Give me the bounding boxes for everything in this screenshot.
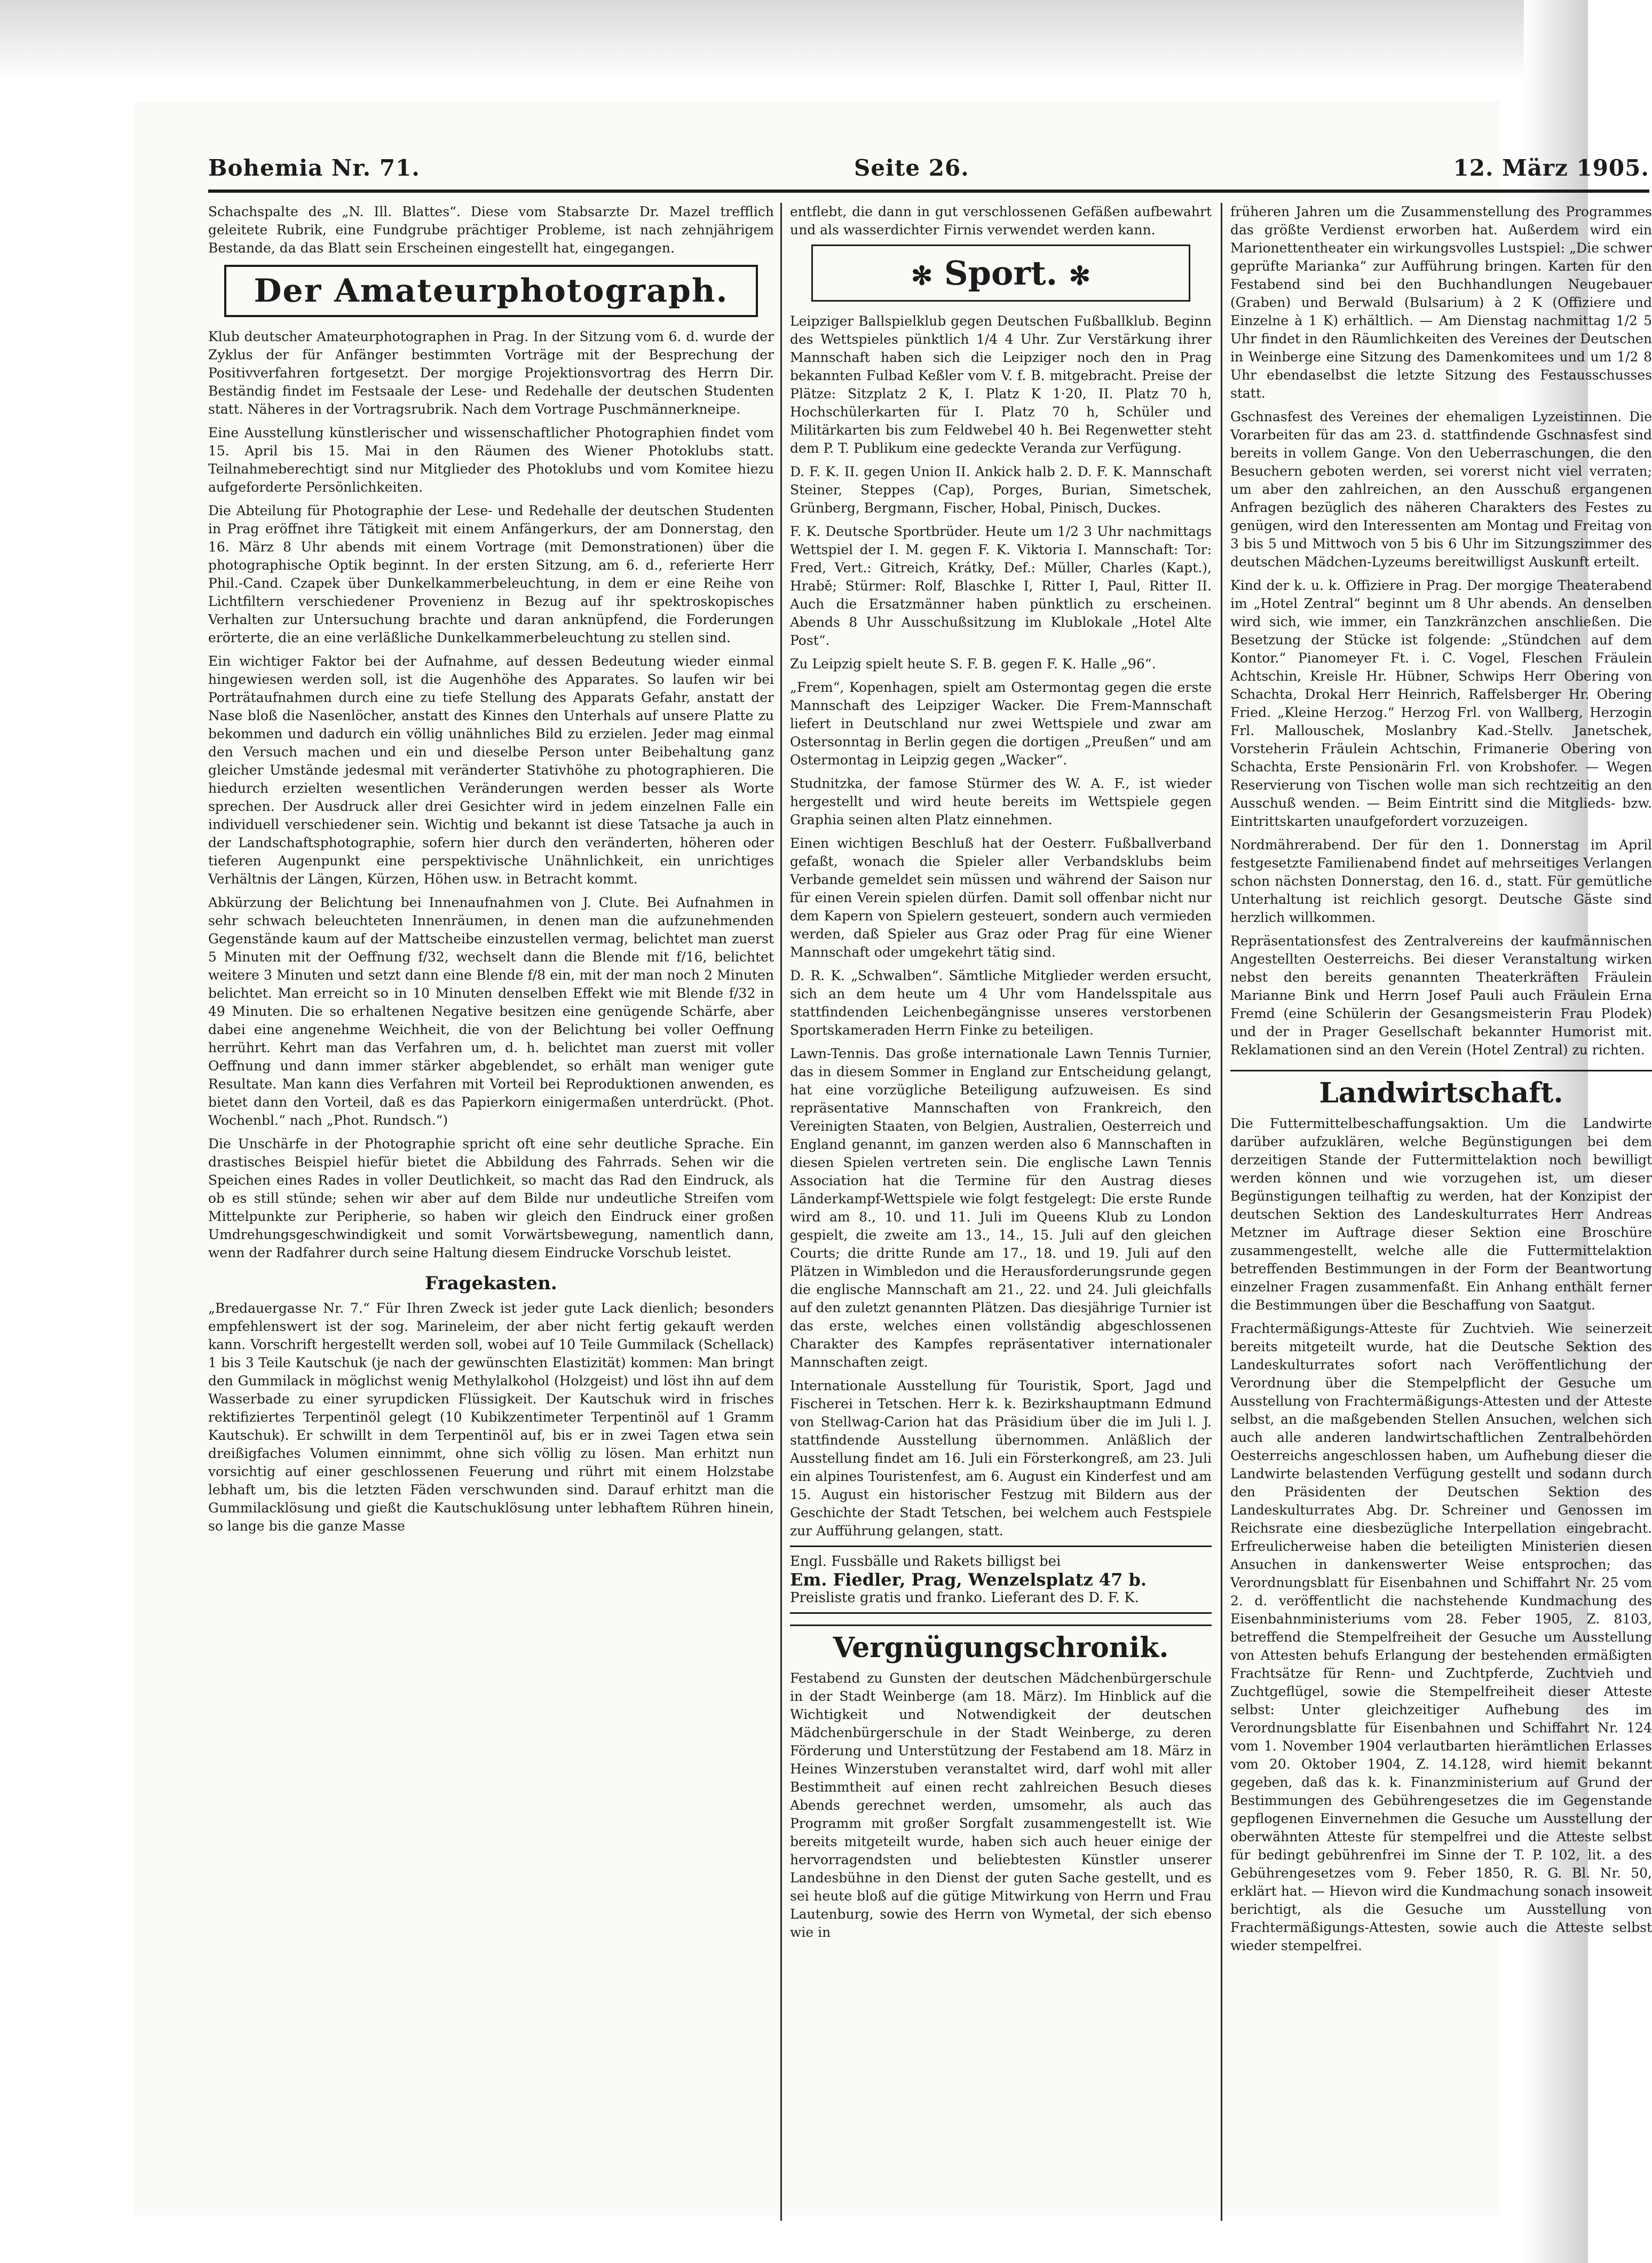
article-paragraph: Nordmährerabend. Der für den 1. Donnerstag im April festgesetzte Familienabend findet auf mehrseitiges Verlangen schon nächsten Donnerstag, den 16. d., statt. Für gemütliche Unterhaltung ist reichlich gesorgt. Deutsche Gäste sind herzlich willkommen. bbox=[1230, 837, 1652, 925]
section-heading-sport bbox=[811, 245, 1190, 302]
article-paragraph: Festabend zu Gunsten der deutschen Mädchenbürgerschule in der Stadt Weinberge (am 18. März). Im Hinblick auf die Wichtigkeit und Notwendigkeit der deutschen Mädchenbürgerschule in der Stadt Weinberge, zu deren Förderung und Unterstützung der Festabend am 18. März in Heines Winzerstuben veranstaltet wird, darf wohl mit aller Bestimmtheit auf einen recht zahlreichen Besuch dieses Abends gerechnet werden, umsomehr, als auch das Programm mit großer Sorgfalt zusammengestellt ist. Wie bereits mitgeteilt wurde, haben sich auch heuer einige der hervorragendsten und beliebtesten Künstler unserer Landesbühne in den Dienst der guten Sache gestellt, und es sei heute bloß auf die gütige Mitwirkung von Herrn und Frau Lautenburg, sowie des Herrn von Wymetal, der sich ebenso wie in bbox=[790, 1670, 1212, 1940]
article-paragraph: Ein wichtiger Faktor bei der Aufnahme, auf dessen Bedeutung wieder einmal hingewiesen werden soll, ist die Augenhöhe des Apparates. So laufen wir bei Porträtaufnahmen durch eine zu tiefe Stellung des Apparats Gefahr, anstatt der Nase bloß die Nasenlöcher, anstatt des Kinnes den Unterhals auf unsere Platte zu bekommen und dadurch ein völlig unähnliches Bild zu erzielen. Jeder mag einmal den Versuch machen und ein und dieselbe Person unter Beibehaltung ganz gleicher Umstände jedesmal mit veränderter Stativhöhe zu photographieren. Die hiedurch erzielten wesentlichen Veränderungen werden besser als Worte sprechen. Der Ausdruck aller drei Gesichter wird in jedem einzelnen Falle ein individuell verschiedener sein. Wichtig und bekannt ist diese Tatsache ja auch in der Landschaftsphotographie, sofern hier durch den veränderten, höheren oder tieferen Augenpunkt eine perspektivische Unähnlichkeit, ein unrichtiges Verhältnis der Längen, Kürzen, Höhen usw. in Betracht kommt. bbox=[208, 653, 774, 887]
asterisk-ornament-icon: ✻ bbox=[911, 261, 933, 291]
column-1 bbox=[208, 203, 774, 2232]
article-paragraph: Studnitzka, der famose Stürmer des W. A. F., ist wieder hergestellt und wird heute bereits im Wettspiele gegen Graphia seinen alten Platz einnehmen. bbox=[790, 776, 1212, 827]
article-paragraph: Internationale Ausstellung für Touristik, Sport, Jagd und Fischerei in Tetschen. Herr k. k. Bezirkshauptmann Edmund von Stellwag-Carion hat das Präsidium über die im Juli l. J. stattfindende Ausstellung übernommen. Anläßlich der Ausstellung findet am 16. Juli ein Försterkongreß, am 23. Juli ein alpines Touristenfest, am 6. August ein Kinderfest und am 15. August ein historischer Festzug mit Bildern aus der Geschichte der Stadt Tetschen, bei welchem auch Festspiele zur Aufführung gelangen, statt. bbox=[790, 1378, 1212, 1539]
article-paragraph: Die Unschärfe in der Photographie spricht oft eine sehr deutliche Sprache. Ein drastisches Beispiel hiefür bietet die Abbildung des Fahrrads. Sehen wir die Speichen eines Rades in voller Deutlichkeit, so macht das Rad den Eindruck, als ob es still stünde; sehen wir aber auf dem Bilde nur undeutliche Streifen vom Mittelpunkte zur Peripherie, so haben wir gleich den Eindruck einer großen Umdrehungsgeschwindigkeit und somit Vorwärtsbewegung, namentlich dann, wenn der Radfahrer durch seine Haltung diesem Eindrucke Vorschub leistet. bbox=[208, 1136, 774, 1260]
article-continuation: früheren Jahren um die Zusammenstellung des Programmes das größte Verdienst erworben hat. Außerdem wird ein Marionettentheater ein wirkungsvolles Lustspiel: „Die schwer geprüfte Marianka“ zur Aufführung bringen. Karten für den Festabend sind bei den Buchhandlungen Neugebauer (Graben) und Berwald (Bulsarium) à 2 K (Offiziere und Einzelne à 1 K) erhältlich. — Am Dienstag nachmittag 1/2 5 Uhr findet in den Räumlichkeiten des Vereines der Deutschen in Weinberge eine Sitzung des Damenkomitees und um 1/2 8 Uhr ebendaselbst die letzte Sitzung des Festausschusses statt. bbox=[1230, 204, 1652, 401]
chess-notice: Schachspalte des „N. Ill. Blattes“. Diese vom Stabsarzte Dr. Mazel trefflich geleitete Rubrik, eine Fundgrube prächtiger Probleme, ist nach zehnjährigem Bestande, da das Blatt sein Erscheinen eingestellt hat, eingegangen. bbox=[208, 204, 774, 256]
newspaper-page bbox=[133, 101, 1652, 2215]
column-divider bbox=[780, 203, 782, 2221]
article-paragraph: Zu Leipzig spielt heute S. F. B. gegen F. K. Halle „96“. bbox=[790, 656, 1156, 672]
ad-line-advertiser: Em. Fiedler, Prag, Wenzelsplatz 47 b. bbox=[790, 1570, 1147, 1590]
sport-heading-label: Sport. bbox=[944, 254, 1058, 293]
ad-line: Engl. Fussbälle und Rakets billigst bei bbox=[790, 1554, 1061, 1570]
article-paragraph: Eine Ausstellung künstlerischer und wissenschaftlicher Photographien findet vom 15. April bis 15. Mai in den Räumen des Wiener Photoklubs statt. Teilnahmeberechtigt sind nur Mitglieder des Photoklubs und vom Komitee hiezu aufgeforderte Persönlichkeiten. bbox=[208, 425, 774, 495]
section-heading-vergnuegungschronik: Vergnügungschronik. bbox=[790, 1625, 1212, 1664]
page-header bbox=[208, 155, 1649, 187]
section-heading-fragekasten: Fragekasten. bbox=[425, 1273, 557, 1294]
article-paragraph: D. R. K. „Schwalben“. Sämtliche Mitglieder werden ersucht, sich an dem heute um 4 Uhr vom Handelsspitale aus stattfindenden Leichenbegängnisse unseres verstorbenen Sportskameraden Herrn Finke zu beteiligen. bbox=[790, 968, 1212, 1038]
article-continuation: entflebt, die dann in gut verschlossenen Gefäßen aufbewahrt und als wasserdichter Firnis verwendet werden kann. bbox=[790, 204, 1212, 238]
article-paragraph: Einen wichtigen Beschluß hat der Oesterr. Fußballverband gefaßt, wonach die Spieler aller Verbandsklubs beim Verbande gemeldet sein müssen und während der Saison nur für einen Verein spielen dürfen. Damit soll offenbar nicht nur dem Kapern von Spielern gesteuert, sondern auch vermieden werden, daß Spieler aus Graz oder Prag für eine Wiener Mannschaft oder umgekehrt tätig sind. bbox=[790, 835, 1212, 960]
asterisk-ornament-icon: ✻ bbox=[1069, 261, 1090, 291]
article-paragraph: Die Abteilung für Photographie der Lese- und Redehalle der deutschen Studenten in Prag eröffnet ihre Tätigkeit mit einem Anfängerkurs, der am Donnerstag, den 16. März 8 Uhr abends mit einem Vortrage (mit Demonstrationen) über die photographische Optik beginnt. In der ersten Sitzung, am 6. d., referierte Herr Phil.-Cand. Czapek über Dunkelkammerbeleuchtung, in dem er eine Reihe von Lichtfiltern verschiedener Provenienz in Bezug auf ihr spektroskopisches Verhalten zur Untersuchung brachte und daran anknüpfend, die Forderungen erörterte, die an eine verläßliche Dunkelkammerbeleuchtung zu stellen sind. bbox=[208, 503, 774, 645]
article-paragraph: D. F. K. II. gegen Union II. Ankick halb 2. D. F. K. Mannschaft Steiner, Steppes (Cap), Porges, Burian, Simetschek, Grünberg, Bergmann, Fischer, Hobal, Pinisch, Duckes. bbox=[790, 464, 1212, 516]
article-paragraph: Repräsentationsfest des Zentralvereins der kaufmännischen Angestellten Oesterreichs. Bei dieser Veranstaltung wirken nebst den bereits genannten Theaterkräften Fräulein Marianne Bink und Herrn Josef Pauli auch Fräulein Erna Fremd (eine Schülerin der Gesangsmeisterin Frau Plodek) und der in Prager Gesellschaft bekannter Humorist mit. Reklamationen sind an den Verein (Hotel Zentral) zu richten. bbox=[1230, 933, 1652, 1058]
header-publication: Bohemia Nr. 71. bbox=[208, 155, 420, 181]
article-paragraph: Abkürzung der Belichtung bei Innenaufnahmen von J. Clute. Bei Aufnahmen in sehr schwach beleuchteten Innenräumen, in denen man die aufzunehmenden Gegenstände kaum auf der Mattscheibe einzustellen vermag, belichtet man zuerst 5 Minuten mit der Oeffnung f/32, wechselt dann die Blende mit f/16, belichtet weitere 3 Minuten und setzt dann eine Blende f/8 ein, mit der man noch 2 Minuten belichtet. Man erreicht so in 10 Minuten denselben Effekt wie mit Blende f/32 in 49 Minuten. Die so erhaltenen Negative besitzen eine genügende Schärfe, aber dabei eine angenehme Weichheit, die von der Belichtung bei voller Oeffnung herrührt. Kehrt man das Verfahren um, d. h. belichtet man zuerst mit voller Oeffnung und dann immer stärker abgeblendet, so erhält man weniger gute Resultate. Man kann dies Verfahren mit Vorteil bei Reproduktionen anwenden, es bietet dann den Vorteil, daß es das Papierkorn einigermaßen unterdrückt. (Phot. Wochenbl.“ nach „Phot. Rundsch.“) bbox=[208, 895, 774, 1128]
header-page-number: Seite 26. bbox=[854, 155, 969, 181]
article-paragraph: F. K. Deutsche Sportbrüder. Heute um 1/2 3 Uhr nachmittags Wettspiel der I. M. gegen F. K. Viktoria I. Mannschaft: Tor: Fred, Vert.: Gitreich, Krátky, Def.: Müller, Charles (Kapt.), Hrabě; Stürmer: Rolf, Blaschke I, Ritter I, Paul, Ritter II. Auch die Ersatzmänner haben pünktlich zu erscheinen. Abends 8 Uhr Ausschußsitzung im Klublokale „Hotel Alte Post“. bbox=[790, 524, 1212, 648]
advertisement-fiedler bbox=[790, 1546, 1212, 1614]
article-paragraph: „Frem“, Kopenhagen, spielt am Ostermontag gegen die erste Mannschaft des Leipziger Wacker. Die Frem-Mannschaft liefert in Deutschland nur zwei Wettspiele und zwar am Ostersonntag in Berlin gegen die dortigen „Preußen“ und am Ostermontag in Leipzig gegen „Wacker“. bbox=[790, 680, 1212, 768]
article-paragraph: Klub deutscher Amateurphotographen in Prag. In der Sitzung vom 6. d. wurde der Zyklus der für Anfänger bestimmten Vorträge mit der Besprechung der Positivverfahren fortgesetzt. Der morgige Projektionsvortrag des Herrn Dir. Beständig findet im Festsaale der Lese- und Redehalle der deutschen Studenten statt. Näheres in der Vortragsrubrik. Nach dem Vortrage Puschmännerkneipe. bbox=[208, 329, 774, 417]
article-paragraph: Leipziger Ballspielklub gegen Deutschen Fußballklub. Beginn des Wettspieles pünktlich 1/4 4 Uhr. Zur Verstärkung ihrer Mannschaft haben sich die Leipziger noch den in Prag bekannten Fulbad Keßler vom V. f. B. mitgebracht. Preise der Plätze: Sitzplatz 2 K, I. Platz K 1·20, II. Platz 70 h, Hochschülerkarten für I. Platz 70 h, Schüler und Militärkarten bis zum Feldwebel 40 h. Bei Regenwetter steht dem P. T. Publikum eine gedeckte Veranda zur Verfügung. bbox=[790, 313, 1212, 456]
article-paragraph: Gschnasfest des Vereines der ehemaligen Lyzeistinnen. Die Vorarbeiten für das am 23. d. stattfindende Gschnasfest sind bereits in vollem Gange. Von den Ueberraschungen, die den Besuchern geboten werden, sei vorerst nicht viel verraten; um aber den zahlreichen, an den Ausschuß ergangenen Anfragen bezüglich des näheren Charakters des Festes zu genügen, wird den Interessenten am Montag und Freitag von 3 bis 5 und Mittwoch von 5 bis 6 Uhr im Sitzungszimmer des deutschen Mädchen-Lyzeums bereitwilligst Auskunft erteilt. bbox=[1230, 409, 1652, 570]
column-divider bbox=[1221, 203, 1222, 2221]
column-2 bbox=[790, 203, 1212, 2232]
article-paragraph: „Bredauergasse Nr. 7.“ Für Ihren Zweck ist jeder gute Lack dienlich; besonders empfehlenswert ist der sog. Marineleim, der aber nicht fertig gekauft werden kann. Vorschrift hergestellt werden soll, wobei auf 10 Teile Gummilack (Schellack) 1 bis 3 Teile Kautschuk (je nach der gewünschten Elastizität) kommen: Man bringt den Gummilack in möglichst wenig Methylalkohol (Holzgeist) und löst ihn auf dem Wasserbade zu einer syrupdicken Flüssigkeit. Der Kautschuk wird in frisches rektifiziertes Terpentinöl gelegt (10 Kubikzentimeter Terpentinöl auf 1 Gramm Kautschuk). Er schwillt in dem Terpentinöl auf, bis er in zwei Tagen etwa sein dreißigfaches Volumen einnimmt, ohne sich völlig zu lösen. Man erhitzt nun vorsichtig auf einer geschlossenen Feuerung und rührt mit einem Holzstabe lebhaft um, bis die letzten Fäden verschwunden sind. Darauf erhitzt man die Gummilacklösung und gießt die Kautschuklösung unter lebhaftem Rühren hinein, so lange bis die ganze Masse bbox=[208, 1300, 774, 1534]
article-paragraph: Lawn-Tennis. Das große internationale Lawn Tennis Turnier, das in diesem Sommer in England zur Entscheidung gelangt, hat eine vorzügliche Beteiligung aufzuweisen. Es sind repräsentative Mannschaften von Frankreich, den Vereinigten Staaten, von Belgien, Australien, Oesterreich und England genannt, im ganzen werden also 6 Mannschaften in diesen Spielen vertreten sein. Die englische Lawn Tennis Association hat die Termine für den Austrag dieses Länderkampf-Wettspiele wie folgt festgelegt: Die erste Runde wird am 8., 10. und 11. Juli im Queens Klub zu London gespielt, die zweite am 13., 14., 15. Juli auf den gleichen Courts; die dritte Runde am 17., 18. und 19. Juli auf den Plätzen in Wimbledon und die Herausforderungsrunde gegen die englische Mannschaft am 21., 22. und 24. Juli gleichfalls auf den zuletzt genannten Plätzen. Das diesjährige Turnier ist das erste, welches einen vollständig abgeschlossenen Charakter des Kampfes repräsentativer internationaler Mannschaften zeigt. bbox=[790, 1046, 1212, 1370]
ad-line: Preisliste gratis und franko. Lieferant des D. F. K. bbox=[790, 1590, 1139, 1606]
column-3 bbox=[1230, 203, 1652, 2232]
article-paragraph: Frachtermäßigungs-Atteste für Zuchtvieh. Wie seinerzeit bereits mitgeteilt wurde, hat die Deutsche Sektion des Landeskulturrates sofort nach Veröffentlichung der Verordnung über die Stempelpflicht der Gesuche um Ausstellung von Frachtermäßigungs-Attesten und der Atteste selbst, an die maßgebenden Stellen Ansuchen, welchen sich auch alle anderen landwirtschaftlichen Zentralbehörden Oesterreichs angeschlossen haben, um Aufhebung dieser die Landwirte belastenden Verfügung gestellt und sodann durch den Präsidenten der Deutschen Sektion des Landeskulturrates Abg. Dr. Schreiner und Genossen im Reichsrate eine diesbezügliche Interpellation eingebracht. Erfreulicherweise haben die beteiligten Ministerien diesen Ansuchen in dankenswerter Weise entsprochen; das Verordnungsblatt für Eisenbahnen und Schiffahrt Nr. 25 vom 2. d. veröffentlicht die nachstehende Kundmachung des Eisenbahnministeriums vom 28. Feber 1905, Z. 8103, betreffend die Stempelfreiheit der Gesuche um Ausstellung von Attesten behufs Erlangung der bestehenden ermäßigten Frachtsätze für Renn- und Zuchtpferde, Zuchtvieh und Zuchtgeflügel, sowie die Stempelfreiheit dieser Atteste selbst: Unter gleichzeitiger Aufhebung des im Verordnungsblatte für Eisenbahnen und Schiffahrt Nr. 124 vom 1. November 1904 verlautbarten hierämtlichen Erlasses vom 20. Oktober 1904, Z. 14.128, wird hiemit bekannt gegeben, daß das k. k. Finanzministerium auf Grund der Bestimmungen des Gebührengesetzes die im Gegenstande gepflogenen Einvernehmen die Gesuche um Ausstellung der oberwähnten Atteste für stempelfrei und die Atteste selbst für bedingt gebührenfrei im Sinne der T. P. 102, lit. a des Gebührengesetzes vom 9. Feber 1850, R. G. Bl. Nr. 50, erklärt hat. — Hievon wird die Kundmachung sonach insoweit berichtigt, als die Gesuche um Ausstellung von Frachtermäßigungs-Attesten, sowie auch die Atteste selbst wieder stempelfrei. bbox=[1230, 1321, 1652, 1953]
header-rule bbox=[208, 190, 1649, 193]
article-paragraph: Die Futtermittelbeschaffungsaktion. Um die Landwirte darüber aufzuklären, welche Begünstigungen bei dem derzeitigen Stande der Futtermittelaktion noch bewilligt werden können und wie vorzugehen ist, um dieser Begünstigungen teilhaftig zu werden, hat der Konzipist der deutschen Sektion des Landeskulturrates Herr Andreas Metzner im Auftrage dieser Sektion eine Broschüre zusammengestellt, welche alle die Futtermittelaktion betreffenden Bestimmungen in der Form der Beantwortung einzelner Fragen zusammenfaßt. Ein Anhang enthält ferner die Bestimmungen über die Beschaffung von Saatgut. bbox=[1230, 1116, 1652, 1313]
scan-edge-top bbox=[0, 0, 1588, 80]
header-date: 12. März 1905. bbox=[1453, 155, 1649, 181]
section-heading-amateurphotograph: Der Amateurphotograph. bbox=[224, 265, 758, 317]
article-paragraph: Kind der k. u. k. Offiziere in Prag. Der morgige Theaterabend im „Hotel Zentral“ beginnt um 8 Uhr abends. An denselben wird sich, wie immer, ein Tanzkränzchen anschließen. Die Besetzung der Stücke ist folgende: „Stündchen auf dem Kontor.“ Pianomeyer Ft. i. C. Vogel, Fleschen Fräulein Achtschin, Kreisle Hr. Hübner, Schwips Herr Obering von Schachta, Drokal Herr Heinrich, Raffelsberger Hr. Obering Fried. „Kleine Herzog.“ Herzog Frl. von Wallberg, Herzogin Frl. Mallouschek, Moslanbry Kad.-Stellv. Janetschek, Vorsteherin Fräulein Achtschin, Frimanerie Obering von Schachta, Erste Pensionärin Frl. von Krobshofer. — Wegen Reservierung von Tischen wolle man sich rechtzeitig an den Ausschuß wenden. — Beim Eintritt sind die Mitglieds- bzw. Eintrittskarten unaufgefordert vorzuzeigen. bbox=[1230, 578, 1652, 829]
section-heading-landwirtschaft: Landwirtschaft. bbox=[1230, 1070, 1652, 1109]
